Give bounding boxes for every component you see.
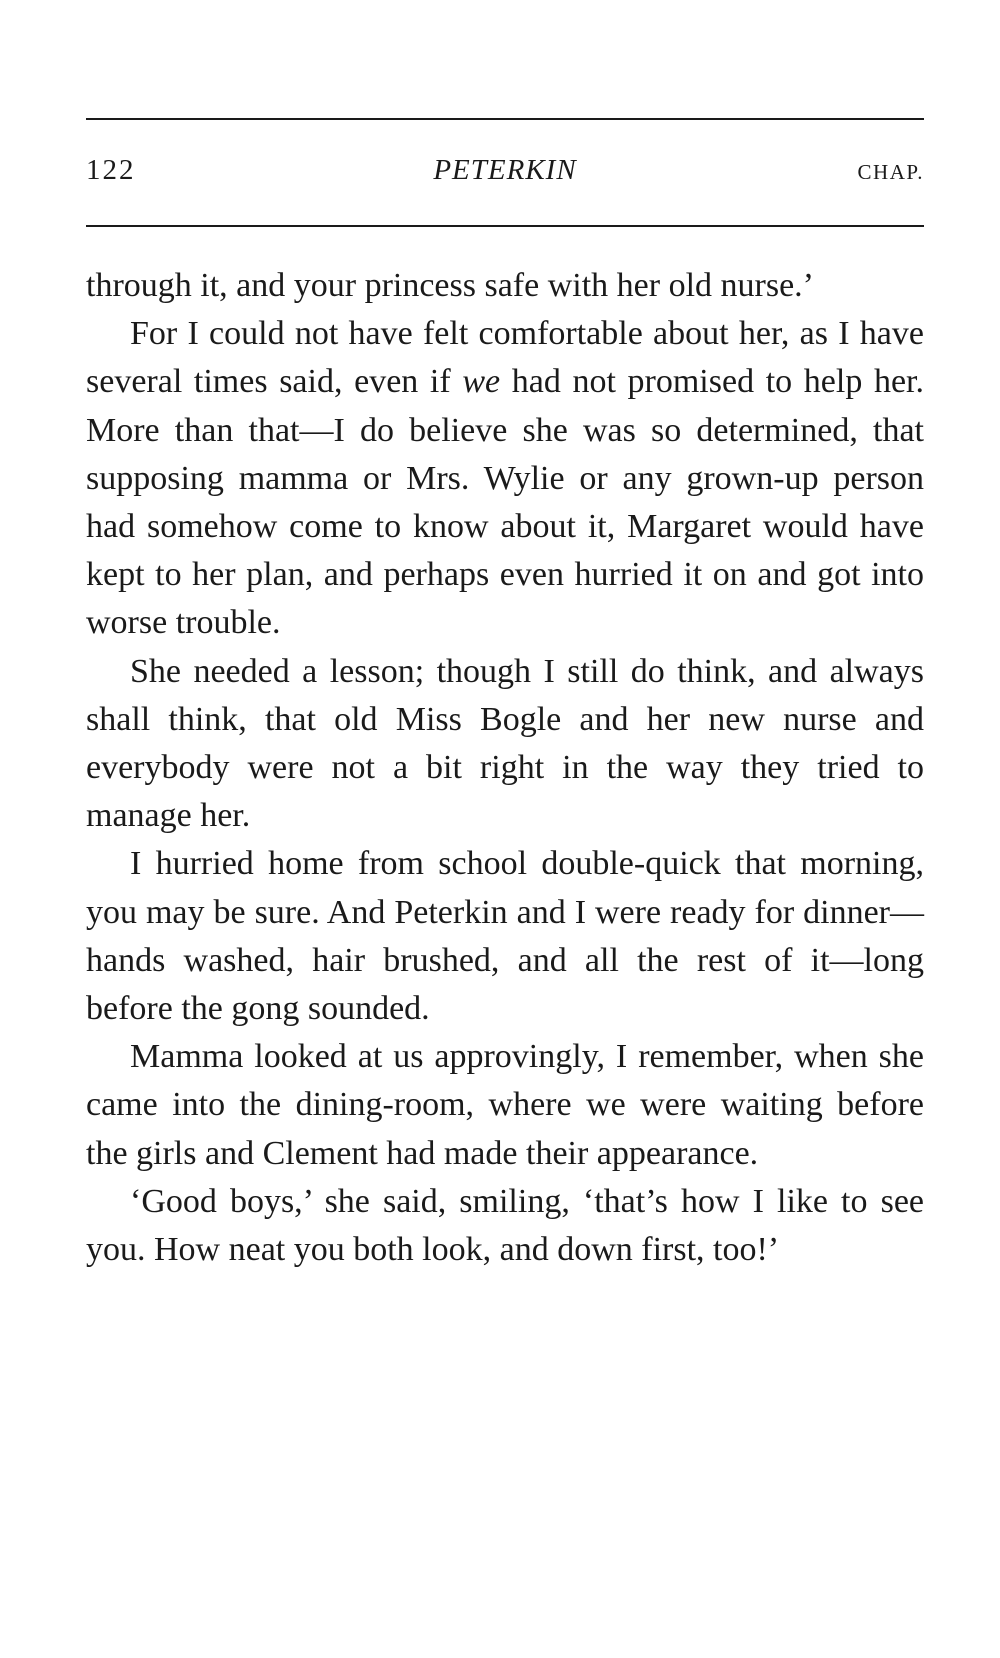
emphasis: we [462, 363, 501, 401]
paragraph-continued: through it, and your princess safe with her old nurse.’ [86, 267, 814, 304]
paragraph: ‘Good boys,’ she said, smiling, ‘that’s how I like to see you. How neat you both look, and down first, too!’ [86, 1182, 924, 1269]
paragraph: She needed a lesson; though I still do think, and always shall think, that old Miss Bogle and her new nurse and everybody were not a bit right in the way they tried to manage her. [86, 652, 924, 835]
page-number: 122 [86, 154, 136, 186]
chapter-abbrev: CHAP. [857, 160, 924, 184]
running-title: PETERKIN [433, 154, 577, 186]
paragraph: For I could not have felt comfortable about her, as I have several times said, even if we had not promised to help her. More than that—I do believe she was so determined, that supposing mamma or Mrs. Wylie or any grown-up person had somehow come to know about it, Margaret would have kept to her plan, and perhaps even hurried it on and got into worse trouble. [86, 315, 924, 642]
paragraph: I hurried home from school double-quick that morning, you may be sure. And Peterkin and I were ready for dinner—hands washed, hair brushed, and all the rest of it—long before the gong sounded. [86, 845, 924, 1028]
body-text [86, 262, 924, 1274]
running-head [86, 150, 924, 190]
paragraph: Mamma looked at us approvingly, I remember, when she came into the dining-room, where we were waiting before the girls and Clement had made their appearance. [86, 1038, 924, 1172]
header-rule-top [86, 118, 924, 120]
header-rule-bottom [86, 225, 924, 227]
